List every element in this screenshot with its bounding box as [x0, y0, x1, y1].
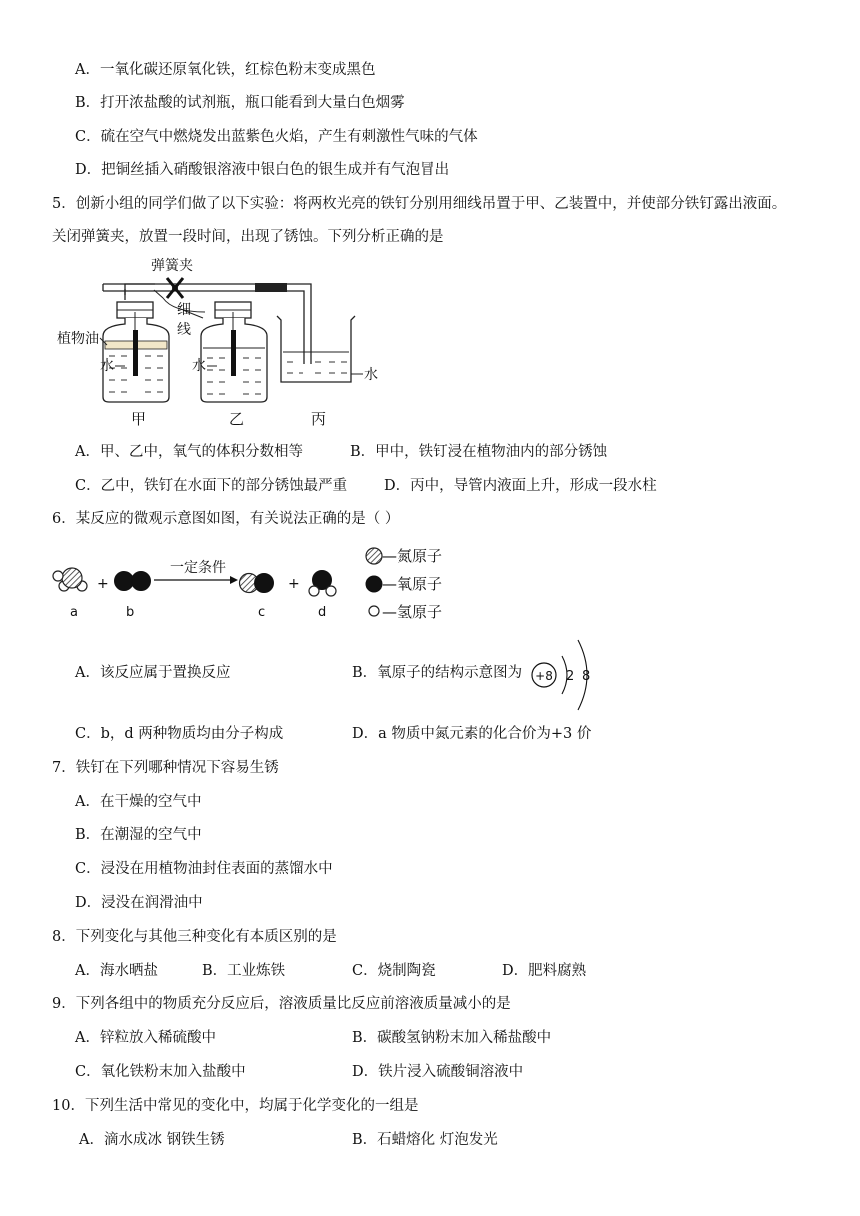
- label-thread-2: 线: [177, 322, 191, 338]
- bottle-yi: [201, 302, 267, 402]
- label-vegetable-oil: 植物油: [57, 331, 99, 347]
- q6-option-a: A．该反应属于置换反应: [75, 665, 231, 681]
- q4-option-b: B．打开浓盐酸的试剂瓶，瓶口能看到大量白色烟雾: [75, 95, 405, 111]
- q5-option-c: C．乙中，铁钉在水面下的部分锈蚀最严重: [75, 478, 348, 494]
- q6-option-d: D．a 物质中氮元素的化合价为+3 价: [352, 726, 592, 742]
- shell-1-electrons: 2: [566, 669, 575, 684]
- plus-2: +: [288, 576, 300, 592]
- label-water-yi: 水: [192, 358, 206, 374]
- q7-option-b: B．在潮湿的空气中: [75, 827, 202, 843]
- label-c: c: [258, 605, 266, 620]
- q5-option-a: A．甲、乙中，氧气的体积分数相等: [75, 444, 303, 460]
- q10-option-b: B．石蜡熔化 灯泡发光: [352, 1132, 498, 1148]
- q9-option-d: D．铁片浸入硫酸铜溶液中: [352, 1064, 524, 1080]
- legend-hydrogen-atom: [369, 606, 379, 616]
- q9-option-b: B．碳酸氢钠粉末加入稀盐酸中: [352, 1030, 552, 1046]
- tube-left-riser: [125, 284, 155, 300]
- iron-nail-yi: [231, 330, 236, 376]
- q9-option-a: A．锌粒放入稀硫酸中: [75, 1030, 216, 1046]
- q4-option-a: A．一氧化碳还原氧化铁，红棕色粉末变成黑色: [75, 62, 376, 78]
- q10-option-a: A．滴水成冰 钢铁生锈: [79, 1132, 225, 1148]
- q8-option-c: C．烧制陶瓷: [352, 963, 436, 979]
- label-d: d: [318, 605, 327, 620]
- label-b: b: [126, 605, 135, 620]
- label-water-bing: 水: [364, 367, 378, 383]
- q5-stem-line1: 5．创新小组的同学们做了以下实验：将两枚光亮的铁钉分别用细线吊置于甲、乙装置中，并使部分铁钉露出液面。: [52, 196, 787, 212]
- nucleus-charge: +8: [535, 669, 553, 683]
- molecule-c: [240, 574, 274, 593]
- molecule-b: [115, 572, 151, 591]
- label-water-jia: 水: [100, 358, 114, 374]
- iron-nail-jia: [133, 330, 138, 376]
- label-bing: 丙: [311, 410, 327, 428]
- q6-option-c: C．b，d 两种物质均由分子构成: [75, 726, 284, 742]
- molecule-a: [53, 568, 87, 591]
- legend-nitrogen-atom: [366, 548, 382, 564]
- q7-option-d: D．浸没在润滑油中: [75, 895, 203, 911]
- oxygen-atom-structure-diagram: [528, 634, 598, 718]
- beaker-bing: [277, 316, 355, 382]
- molecule-d: [309, 571, 336, 597]
- q8-option-a: A．海水晒盐: [75, 963, 158, 979]
- rubber-hose: [255, 283, 287, 292]
- label-jia: 甲: [131, 410, 147, 428]
- legend-oxygen: —氧原子: [382, 575, 443, 593]
- q5-option-d: D．丙中，导管内液面上升，形成一段水柱: [384, 478, 657, 494]
- q4-option-d: D．把铜丝插入硝酸银溶液中银白色的银生成并有气泡冒出: [75, 162, 450, 178]
- plus-1: +: [97, 576, 109, 592]
- legend-nitrogen: —氮原子: [382, 547, 443, 565]
- q6-reaction-figure: [50, 538, 460, 630]
- q8-stem: 8．下列变化与其他三种变化有本质区别的是: [52, 929, 337, 945]
- q7-stem: 7．铁钉在下列哪种情况下容易生锈: [52, 760, 279, 776]
- label-condition: 一定条件: [170, 560, 226, 576]
- legend-oxygen-atom: [366, 576, 382, 592]
- label-a: a: [70, 605, 78, 620]
- q10-stem: 10．下列生活中常见的变化中，均属于化学变化的一组是: [52, 1098, 419, 1114]
- q9-option-c: C．氧化铁粉末加入盐酸中: [75, 1064, 246, 1080]
- q6-stem: 6．某反应的微观示意图如图，有关说法正确的是（ ）: [52, 511, 400, 527]
- q5-option-b: B．甲中，铁钉浸在植物油内的部分锈蚀: [350, 444, 608, 460]
- spring-clamp: [167, 278, 183, 298]
- label-thread-1: 细: [177, 302, 191, 318]
- q4-option-c: C．硫在空气中燃烧发出蓝紫色火焰，产生有刺激性气味的气体: [75, 129, 478, 145]
- label-yi: 乙: [229, 410, 245, 428]
- bottle-jia: [103, 302, 169, 402]
- label-clamp: 弹簧夹: [151, 258, 193, 274]
- q7-option-c: C．浸没在用植物油封住表面的蒸馏水中: [75, 861, 333, 877]
- q5-stem-line2: 关闭弹簧夹，放置一段时间，出现了锈蚀。下列分析正确的是: [52, 229, 444, 245]
- q8-option-d: D．肥料腐熟: [502, 963, 587, 979]
- legend-hydrogen: —氢原子: [382, 603, 443, 621]
- q5-apparatus-figure: [55, 252, 385, 430]
- q6-option-b: B．氧原子的结构示意图为: [352, 665, 523, 681]
- q8-option-b: B．工业炼铁: [202, 963, 286, 979]
- shell-2-electrons: 8: [582, 669, 591, 684]
- q9-stem: 9．下列各组中的物质充分反应后，溶液质量比反应前溶液质量减小的是: [52, 996, 511, 1012]
- q7-option-a: A．在干燥的空气中: [75, 794, 202, 810]
